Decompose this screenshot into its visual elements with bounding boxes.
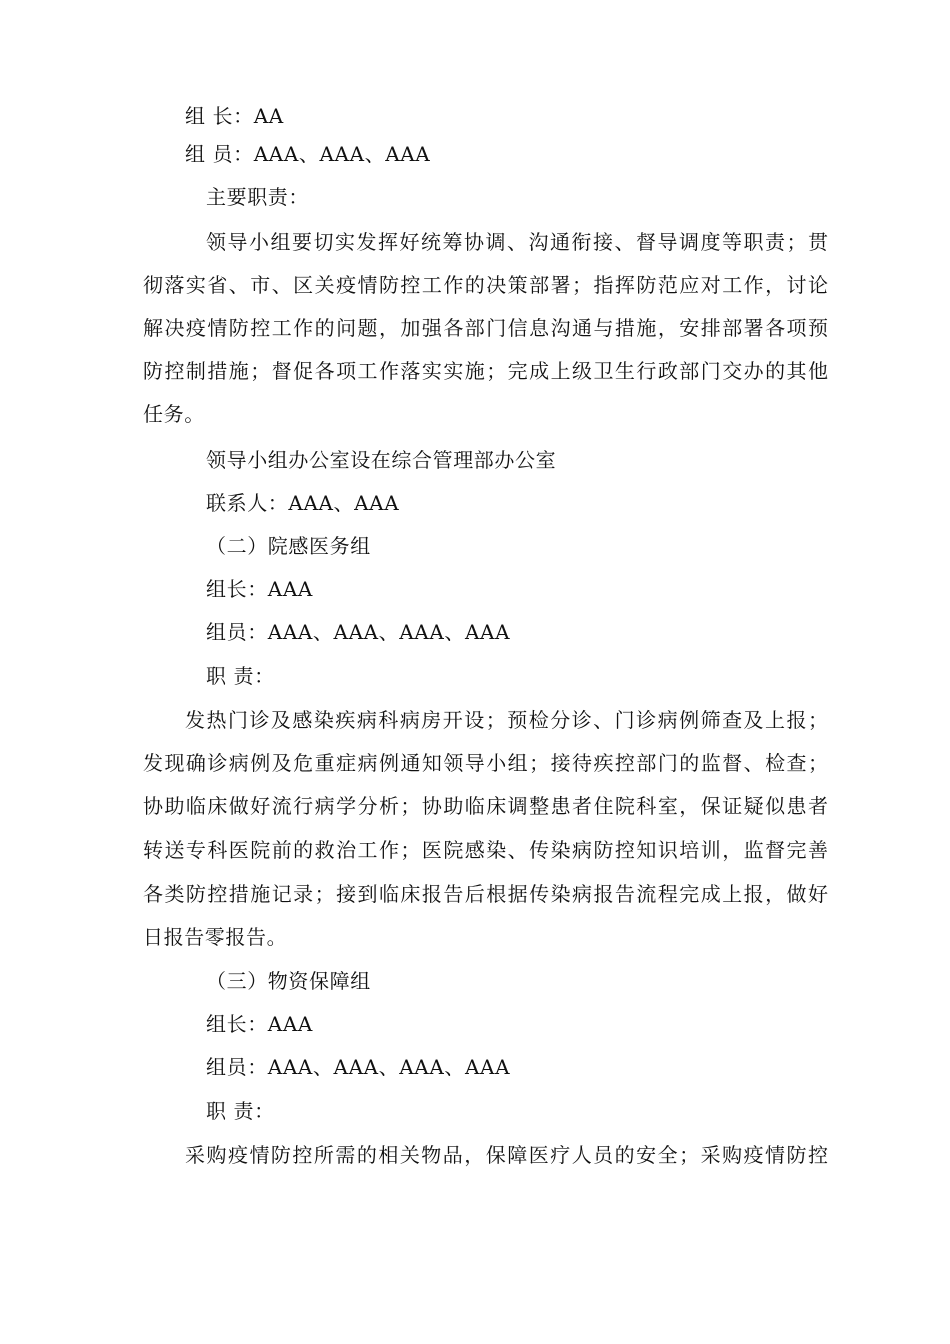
contact-line: 联系人：AAA、AAA bbox=[206, 491, 400, 515]
section-3-title: （三）物资保障组 bbox=[206, 969, 371, 993]
infection-para-line: 日报告零报告。 bbox=[143, 925, 288, 949]
leadership-para-line: 防控制措施；督促各项工作落实实施；完成上级卫生行政部门交办的其他 bbox=[143, 359, 828, 383]
office-line: 领导小组办公室设在综合管理部办公室 bbox=[206, 448, 557, 472]
section-3-leader: 组长：AAA bbox=[206, 1012, 313, 1036]
infection-para-line: 发现确诊病例及危重症病例通知领导小组；接待疾控部门的监督、检查； bbox=[143, 751, 828, 775]
leadership-para-line: 领导小组要切实发挥好统筹协调、沟通衔接、督导调度等职责；贯 bbox=[206, 230, 828, 254]
supply-para-line: 采购疫情防控所需的相关物品，保障医疗人员的安全；采购疫情防控 bbox=[185, 1143, 828, 1167]
section-2-members: 组员：AAA、AAA、AAA、AAA bbox=[206, 620, 511, 644]
leader-line: 组 长：AA bbox=[185, 104, 284, 128]
leadership-para-line: 彻落实省、市、区关疫情防控工作的决策部署；指挥防范应对工作，讨论 bbox=[143, 273, 828, 297]
main-duty-label: 主要职责： bbox=[206, 185, 309, 209]
infection-para-line: 各类防控措施记录；接到临床报告后根据传染病报告流程完成上报，做好 bbox=[143, 882, 828, 906]
section-2-leader: 组长：AAA bbox=[206, 577, 313, 601]
section-2-duty-label: 职 责： bbox=[206, 664, 275, 688]
section-3-duty-label: 职 责： bbox=[206, 1099, 275, 1123]
members-line: 组 员：AAA、AAA、AAA bbox=[185, 142, 431, 166]
infection-para-line: 发热门诊及感染疾病科病房开设；预检分诊、门诊病例筛查及上报； bbox=[185, 708, 828, 732]
leadership-para-line: 解决疫情防控工作的问题，加强各部门信息沟通与措施，安排部署各项预 bbox=[143, 316, 828, 340]
leadership-para-line: 任务。 bbox=[143, 402, 205, 426]
section-2-title: （二）院感医务组 bbox=[206, 534, 371, 558]
section-3-members: 组员：AAA、AAA、AAA、AAA bbox=[206, 1055, 511, 1079]
infection-para-line: 转送专科医院前的救治工作；医院感染、传染病防控知识培训，监督完善 bbox=[143, 838, 828, 862]
infection-para-line: 协助临床做好流行病学分析；协助临床调整患者住院科室，保证疑似患者 bbox=[143, 794, 828, 818]
